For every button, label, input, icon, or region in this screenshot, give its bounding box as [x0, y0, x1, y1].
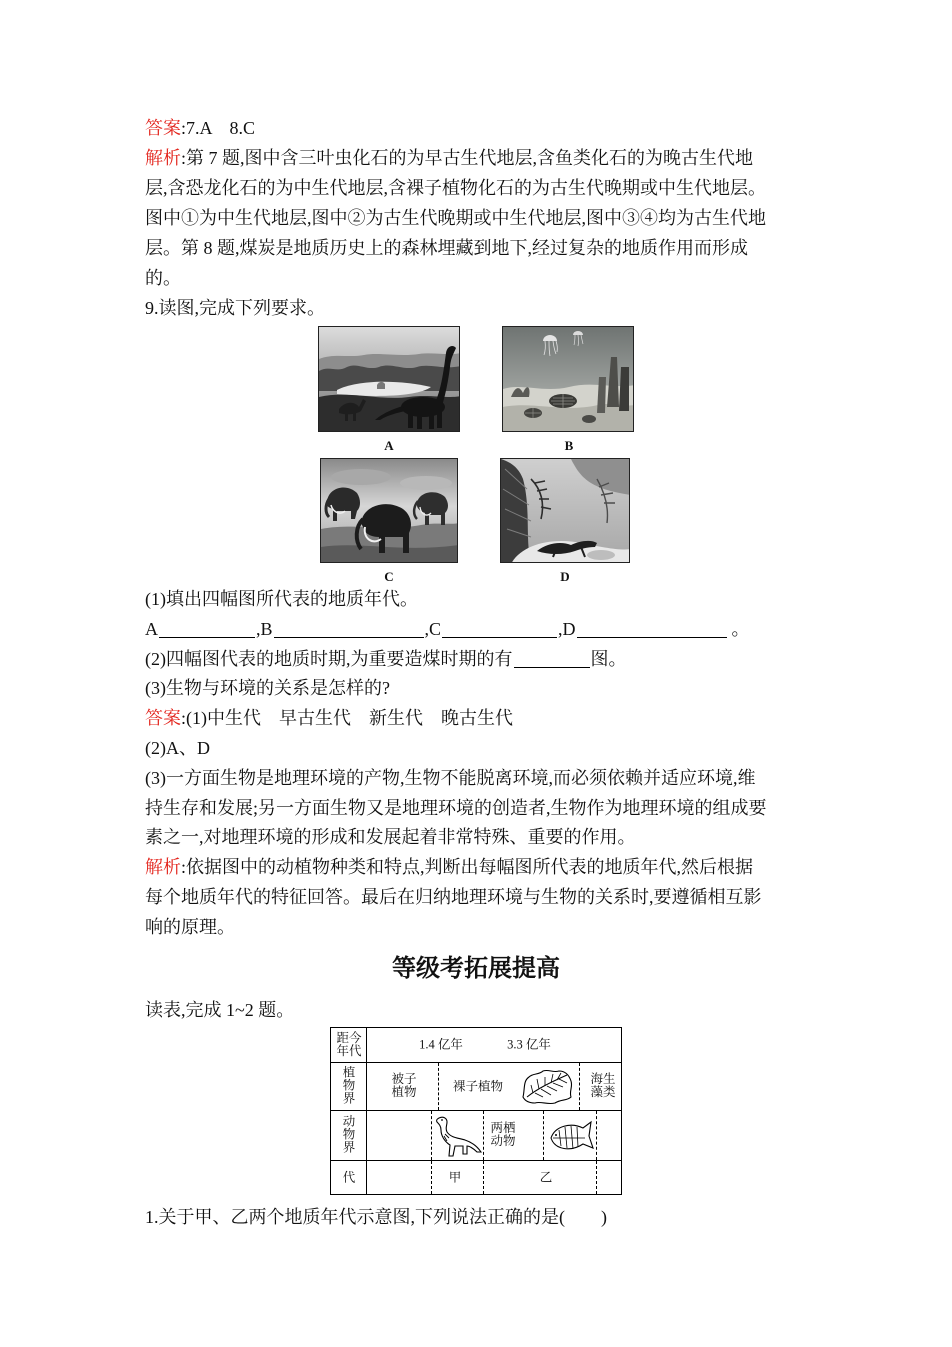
q9-sub1: (1)填出四幅图所代表的地质年代。: [145, 589, 418, 609]
cell-text: 藻类: [590, 1085, 616, 1099]
answer-blank-c: [442, 622, 557, 638]
cell-text: 植物: [391, 1085, 417, 1099]
figure-b-image: [502, 326, 634, 432]
q9-sub1-blanks: [145, 615, 767, 645]
dashed-divider: [431, 1111, 432, 1160]
era-jia: 甲: [448, 1170, 462, 1185]
amphibian-cell: [490, 1122, 515, 1148]
dashed-divider: [483, 1111, 484, 1160]
dinosaur-icon: [433, 1114, 483, 1163]
q9-sub2-end: 图。: [590, 648, 627, 669]
analysis-line: 响的原理。: [145, 916, 235, 937]
row-header-age: [336, 1032, 361, 1058]
answer-blank-a: [159, 622, 255, 638]
question-1: 1.关于甲、乙两个地质年代示意图,下列说法正确的是( ): [145, 1207, 607, 1227]
answer-line: (3)一方面生物是地理环境的产物,生物不能脱离环境,而必须依赖并适应环境,维: [145, 767, 756, 788]
blank-prefix-a: A: [145, 618, 158, 639]
figure-a-label: A: [384, 438, 394, 453]
answer-line: [145, 113, 766, 143]
row-header-plants: [343, 1067, 356, 1106]
fern-fossil-icon: [519, 1067, 575, 1111]
figure-c-label: C: [384, 569, 394, 584]
analysis-text: :依据图中的动植物种类和特点,判断出每幅图所代表的地质年代,然后根据: [181, 857, 753, 878]
row-divider: [331, 1110, 621, 1111]
answer-line: 素之一,对地理环境的形成和发展起着非常特殊、重要的作用。: [145, 827, 636, 848]
answer-label: 答案: [145, 118, 181, 138]
question-1-block: [145, 1202, 607, 1232]
table-intro-block: [145, 995, 294, 1025]
figure-c-image: [320, 458, 458, 563]
analysis-line: 的。: [145, 268, 181, 288]
dashed-divider: [596, 1161, 597, 1194]
cell-text: 海生: [590, 1072, 616, 1086]
gymnosperm-cell: 裸子植物: [452, 1079, 504, 1094]
blank-end-mark: 。: [731, 618, 750, 639]
q9-sub2: [145, 645, 767, 675]
row-divider: [331, 1062, 621, 1063]
answer-blank-d: [577, 622, 727, 638]
answer-line: (2)A、D: [145, 737, 210, 758]
age-mark: 3.3 亿年: [507, 1037, 551, 1052]
row-header-text: 物: [342, 1127, 356, 1142]
answer-line: 持生存和发展;另一方面生物又是地理环境的创造者,生物作为地理环境的组成要: [145, 797, 767, 818]
table-intro: 读表,完成 1~2 题。: [145, 1000, 295, 1020]
row-header-text: 植: [342, 1065, 356, 1080]
blank-prefix-b: ,B: [256, 618, 273, 639]
analysis-label: 解析: [145, 148, 181, 168]
row-header-era: 代: [342, 1170, 356, 1185]
figure-b-label: B: [564, 438, 574, 453]
fish-fossil-icon: [547, 1118, 595, 1160]
row-header-animals: [343, 1116, 356, 1155]
question-9-body: [145, 585, 767, 943]
answer-text: :7.A 8.C: [181, 118, 256, 138]
dashed-divider: [596, 1111, 597, 1160]
answer-analysis-7-8: [145, 113, 766, 323]
era-yi: 乙: [539, 1170, 553, 1185]
answer-line: [145, 704, 767, 734]
angiosperm-cell: [391, 1073, 416, 1099]
section-title: 等级考拓展提高: [392, 954, 560, 982]
dashed-divider: [438, 1063, 439, 1110]
q9-sub2-text: (2)四幅图代表的地质时期,为重要造煤时期的有: [145, 648, 513, 669]
analysis-text: :第 7 题,图中含三叶虫化石的为早古生代地层,含鱼类化石的为晚古生代地: [181, 148, 753, 168]
analysis-line: 层,含恐龙化石的为中生代地层,含裸子植物化石的为古生代晚期或中生代地层。: [145, 178, 766, 198]
answer-blank-coal: [514, 652, 590, 668]
analysis-label: 解析: [145, 857, 181, 878]
column-divider: [366, 1028, 367, 1194]
answer-blank-b: [274, 622, 424, 638]
cell-text: 被子: [391, 1072, 417, 1086]
answer-text: :(1)中生代 早古生代 新生代 晚古生代: [181, 708, 513, 729]
row-header-text: 动: [342, 1114, 356, 1129]
dashed-divider: [579, 1063, 580, 1110]
blank-prefix-c: ,C: [424, 618, 442, 639]
analysis-line: 层。第 8 题,煤炭是地质历史上的森林埋藏到地下,经过复杂的地质作用而形成: [145, 238, 748, 258]
cell-text: 动物: [490, 1134, 516, 1148]
analysis-line: 每个地质年代的特征回答。最后在归纳地理环境与生物的关系时,要遵循相互影: [145, 886, 762, 907]
analysis-line: [145, 143, 766, 173]
figure-a-image: [318, 326, 460, 432]
q9-sub3: (3)生物与环境的关系是怎样的?: [145, 678, 390, 699]
dashed-divider: [483, 1161, 484, 1194]
age-mark: 1.4 亿年: [419, 1037, 463, 1052]
question-9-stem: 9.读图,完成下列要求。: [145, 298, 325, 318]
analysis-line: 图中①为中生代地层,图中②为古生代晚期或中生代地层,图中③④均为古生代地: [145, 208, 766, 228]
geologic-era-table: [330, 1027, 622, 1195]
answer-label: 答案: [145, 708, 181, 729]
algae-cell: [590, 1073, 615, 1099]
analysis-line: [145, 853, 767, 883]
dashed-divider: [431, 1161, 432, 1194]
row-header-text: 年代: [336, 1044, 362, 1058]
cell-text: 两栖: [490, 1121, 516, 1135]
row-header-text: 界: [342, 1091, 356, 1106]
row-header-text: 距今: [336, 1031, 362, 1045]
row-header-text: 界: [342, 1140, 356, 1155]
blank-prefix-d: ,D: [558, 618, 576, 639]
figure-d-image: [500, 458, 630, 563]
figure-d-label: D: [560, 569, 570, 584]
row-header-text: 物: [342, 1078, 356, 1093]
dashed-divider: [543, 1111, 544, 1160]
